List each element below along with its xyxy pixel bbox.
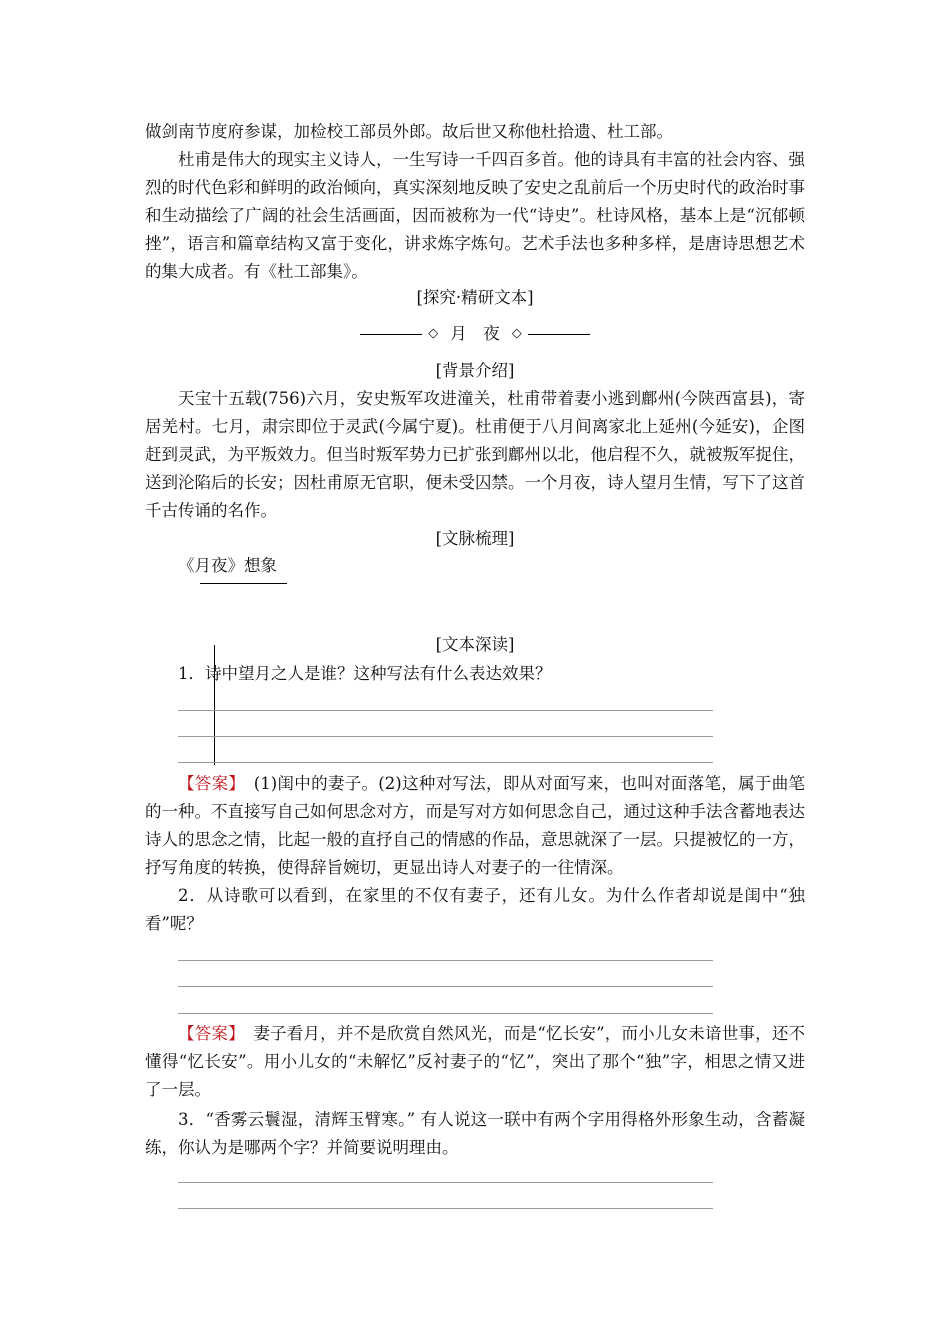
- answer-1: [145, 770, 805, 882]
- structure-diagram-label: 《月夜》想象: [178, 556, 277, 575]
- background-paragraph: 天宝十五载(756)六月，安史叛军攻进潼关，杜甫带着妻小逃到鄜州(今陕西富县)，寄居羌村。七月，肃宗即位于灵武(今属宁夏)。杜甫便于八月间离家北上延州(今延安)，企图赶到灵武，为平叛效力。但当时叛军势力已扩张到鄜州以北，他启程不久，就被叛军捉住，送到沦陷后的长安；因杜甫原无官职，便未受囚禁。一个月夜，诗人望月生情，写下了这首千古传诵的名作。: [145, 389, 805, 520]
- answer-line[interactable]: [178, 710, 713, 711]
- answer-line[interactable]: [178, 736, 713, 737]
- section-heading-explore: [探究·精研文本]: [416, 288, 534, 307]
- answer-label: 【答案】: [178, 1024, 237, 1043]
- answer-line[interactable]: [178, 762, 713, 763]
- question-2: 2．从诗歌可以看到，在家里的不仅有妻子，还有儿女。为什么作者却说是闺中“独看”呢？: [145, 886, 805, 933]
- section-heading-structure: [文脉梳理]: [435, 529, 515, 548]
- title-rule-right: [528, 334, 590, 335]
- answer-label: 【答案】: [178, 774, 237, 793]
- answer-2: [145, 1020, 805, 1104]
- section-heading-background: [背景介绍]: [435, 361, 515, 380]
- title-rule-left: [360, 334, 422, 335]
- answer-text: (1)闺中的妻子。(2)这种对写法，即从对面写来，也叫对面落笔，属于曲笔的一种。不直接写自己如何思念对方，而是写对方如何思念自己，通过这种手法含蓄地表达诗人的思念之情，比起一般的直抒自己的情感的作品，意思就深了一层。只提被忆的一方，抒写角度的转换，使得辞旨婉切，更显出诗人对妻子的一往情深。: [145, 774, 806, 877]
- poem-title-row: [145, 320, 805, 348]
- section-heading-reading: [文本深读]: [435, 635, 515, 654]
- diamond-icon: ◇: [511, 326, 522, 341]
- poem-title: 月 夜: [450, 324, 500, 343]
- answer-line[interactable]: [178, 1013, 713, 1014]
- intro-paragraph: 杜甫是伟大的现实主义诗人，一生写诗一千四百多首。他的诗具有丰富的社会内容、强烈的时代色彩和鲜明的政治倾向，真实深刻地反映了安史之乱前后一个历史时代的政治时事和生动描绘了广阔的社会生活画面，因而被称为一代“诗史”。杜诗风格，基本上是“沉郁顿挫”，语言和篇章结构又富于变化，讲求炼字炼句。艺术手法也多种多样，是唐诗思想艺术的集大成者。有《杜工部集》。: [145, 150, 805, 281]
- answer-line[interactable]: [178, 1182, 713, 1183]
- intro-line: 做剑南节度府参谋，加检校工部员外郎。故后世又称他杜拾遗、杜工部。: [145, 122, 673, 141]
- answer-text: 妻子看月，并不是欣赏自然风光，而是“忆长安”，而小儿女未谙世事，还不懂得“忆长安”。用小儿女的“未解忆”反衬妻子的“忆”，突出了那个“独”字，相思之情又进了一层。: [145, 1024, 806, 1099]
- answer-line[interactable]: [178, 1208, 713, 1209]
- diagram-underline: [200, 583, 287, 584]
- question-1: 1．诗中望月之人是谁？这种写法有什么表达效果？: [178, 664, 552, 683]
- answer-line[interactable]: [178, 960, 713, 961]
- diamond-icon: ◇: [428, 326, 439, 341]
- question-3: 3．“香雾云鬟湿，清辉玉臂寒。” 有人说这一联中有两个字用得格外形象生动，含蓄凝练，你认为是哪两个字？并简要说明理由。: [145, 1110, 805, 1157]
- answer-line[interactable]: [178, 986, 713, 987]
